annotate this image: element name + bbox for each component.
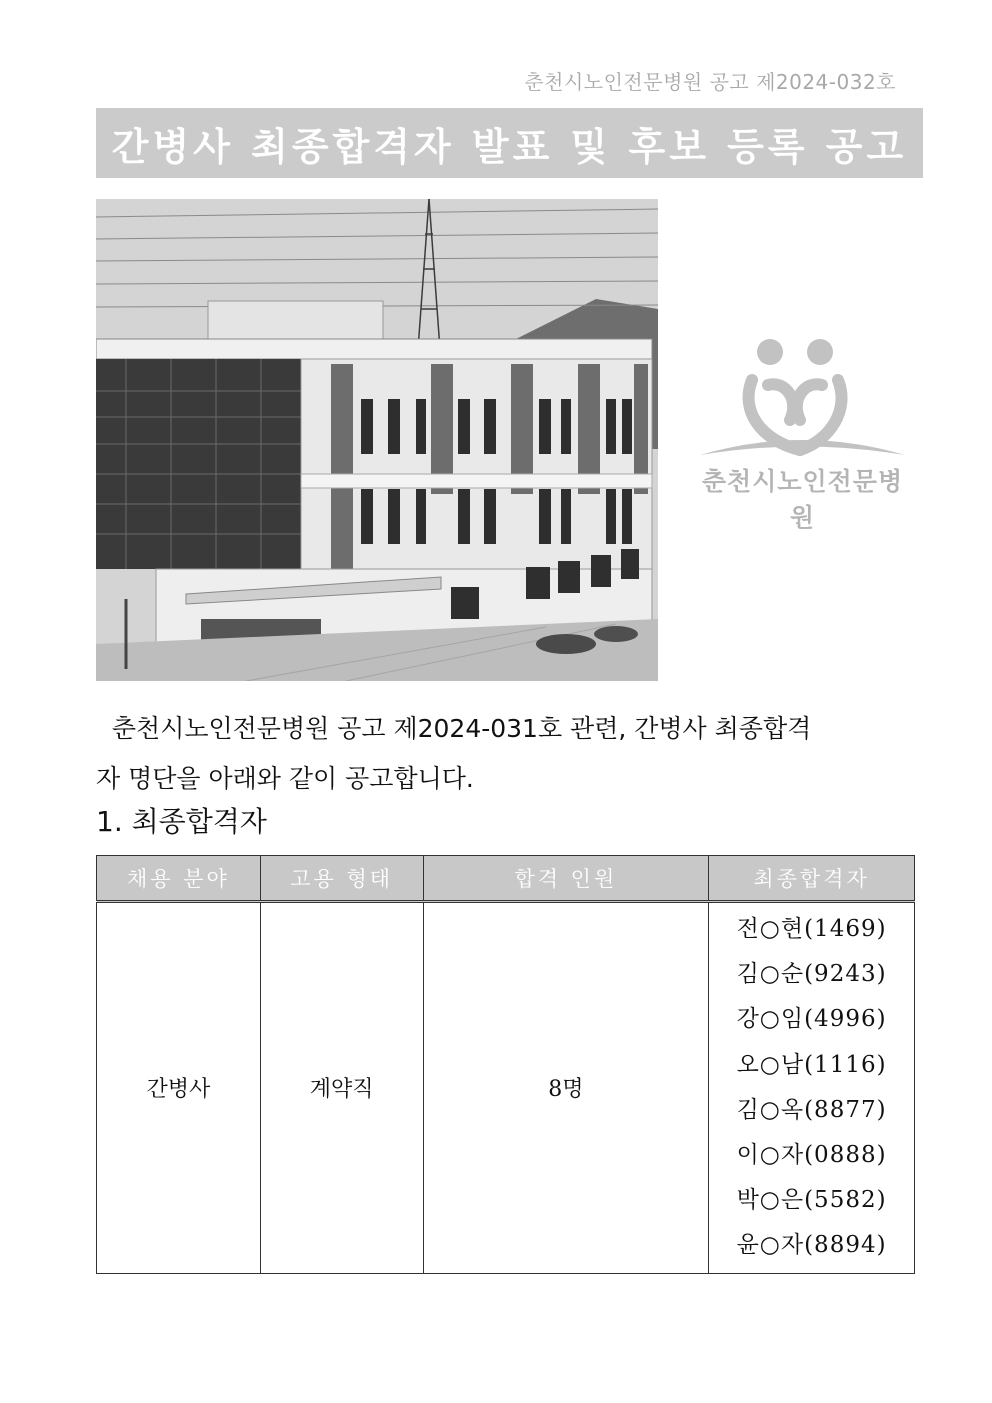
hospital-building-photo [96, 199, 658, 681]
candidate-name: 윤○자(8894) [736, 1232, 887, 1259]
section-heading: 1. 최종합격자 [96, 805, 267, 838]
table-row [97, 902, 915, 1274]
header-final-candidates: 최종합격자 [709, 856, 915, 902]
header-field: 채용 분야 [97, 856, 261, 902]
hospital-logo-text: 춘천시노인전문병원 [701, 467, 904, 532]
header-count: 합격 인원 [423, 856, 709, 902]
page-title: 간병사 최종합격자 발표 및 후보 등록 공고 [111, 124, 908, 169]
cell-count: 8명 [423, 902, 709, 1274]
intro-line-2: 자 명단을 아래와 같이 공고합니다. [96, 764, 474, 793]
cell-candidate-list [709, 902, 915, 1274]
candidate-name: 김○순(9243) [736, 961, 887, 988]
cell-field: 간병사 [97, 902, 261, 1274]
final-results-table [96, 855, 915, 1274]
candidate-name: 김○옥(8877) [736, 1096, 887, 1123]
candidate-name: 이○자(0888) [736, 1141, 887, 1168]
cell-employment-type: 계약직 [260, 902, 423, 1274]
table-header-row [97, 856, 915, 902]
header-employment-type: 고용 형태 [260, 856, 423, 902]
intro-line-1: 춘천시노인전문병원 공고 제2024-031호 관련, 간병사 최종합격 [111, 714, 812, 743]
candidate-name: 오○남(1116) [736, 1051, 887, 1078]
intro-paragraph [96, 704, 896, 804]
candidate-name: 강○임(4996) [736, 1006, 887, 1033]
notice-number: 춘천시노인전문병원 공고 제2024-032호 [524, 70, 896, 94]
candidate-name: 전○현(1469) [736, 916, 887, 942]
title-banner [96, 108, 923, 178]
candidate-name: 박○은(5582) [736, 1187, 887, 1214]
